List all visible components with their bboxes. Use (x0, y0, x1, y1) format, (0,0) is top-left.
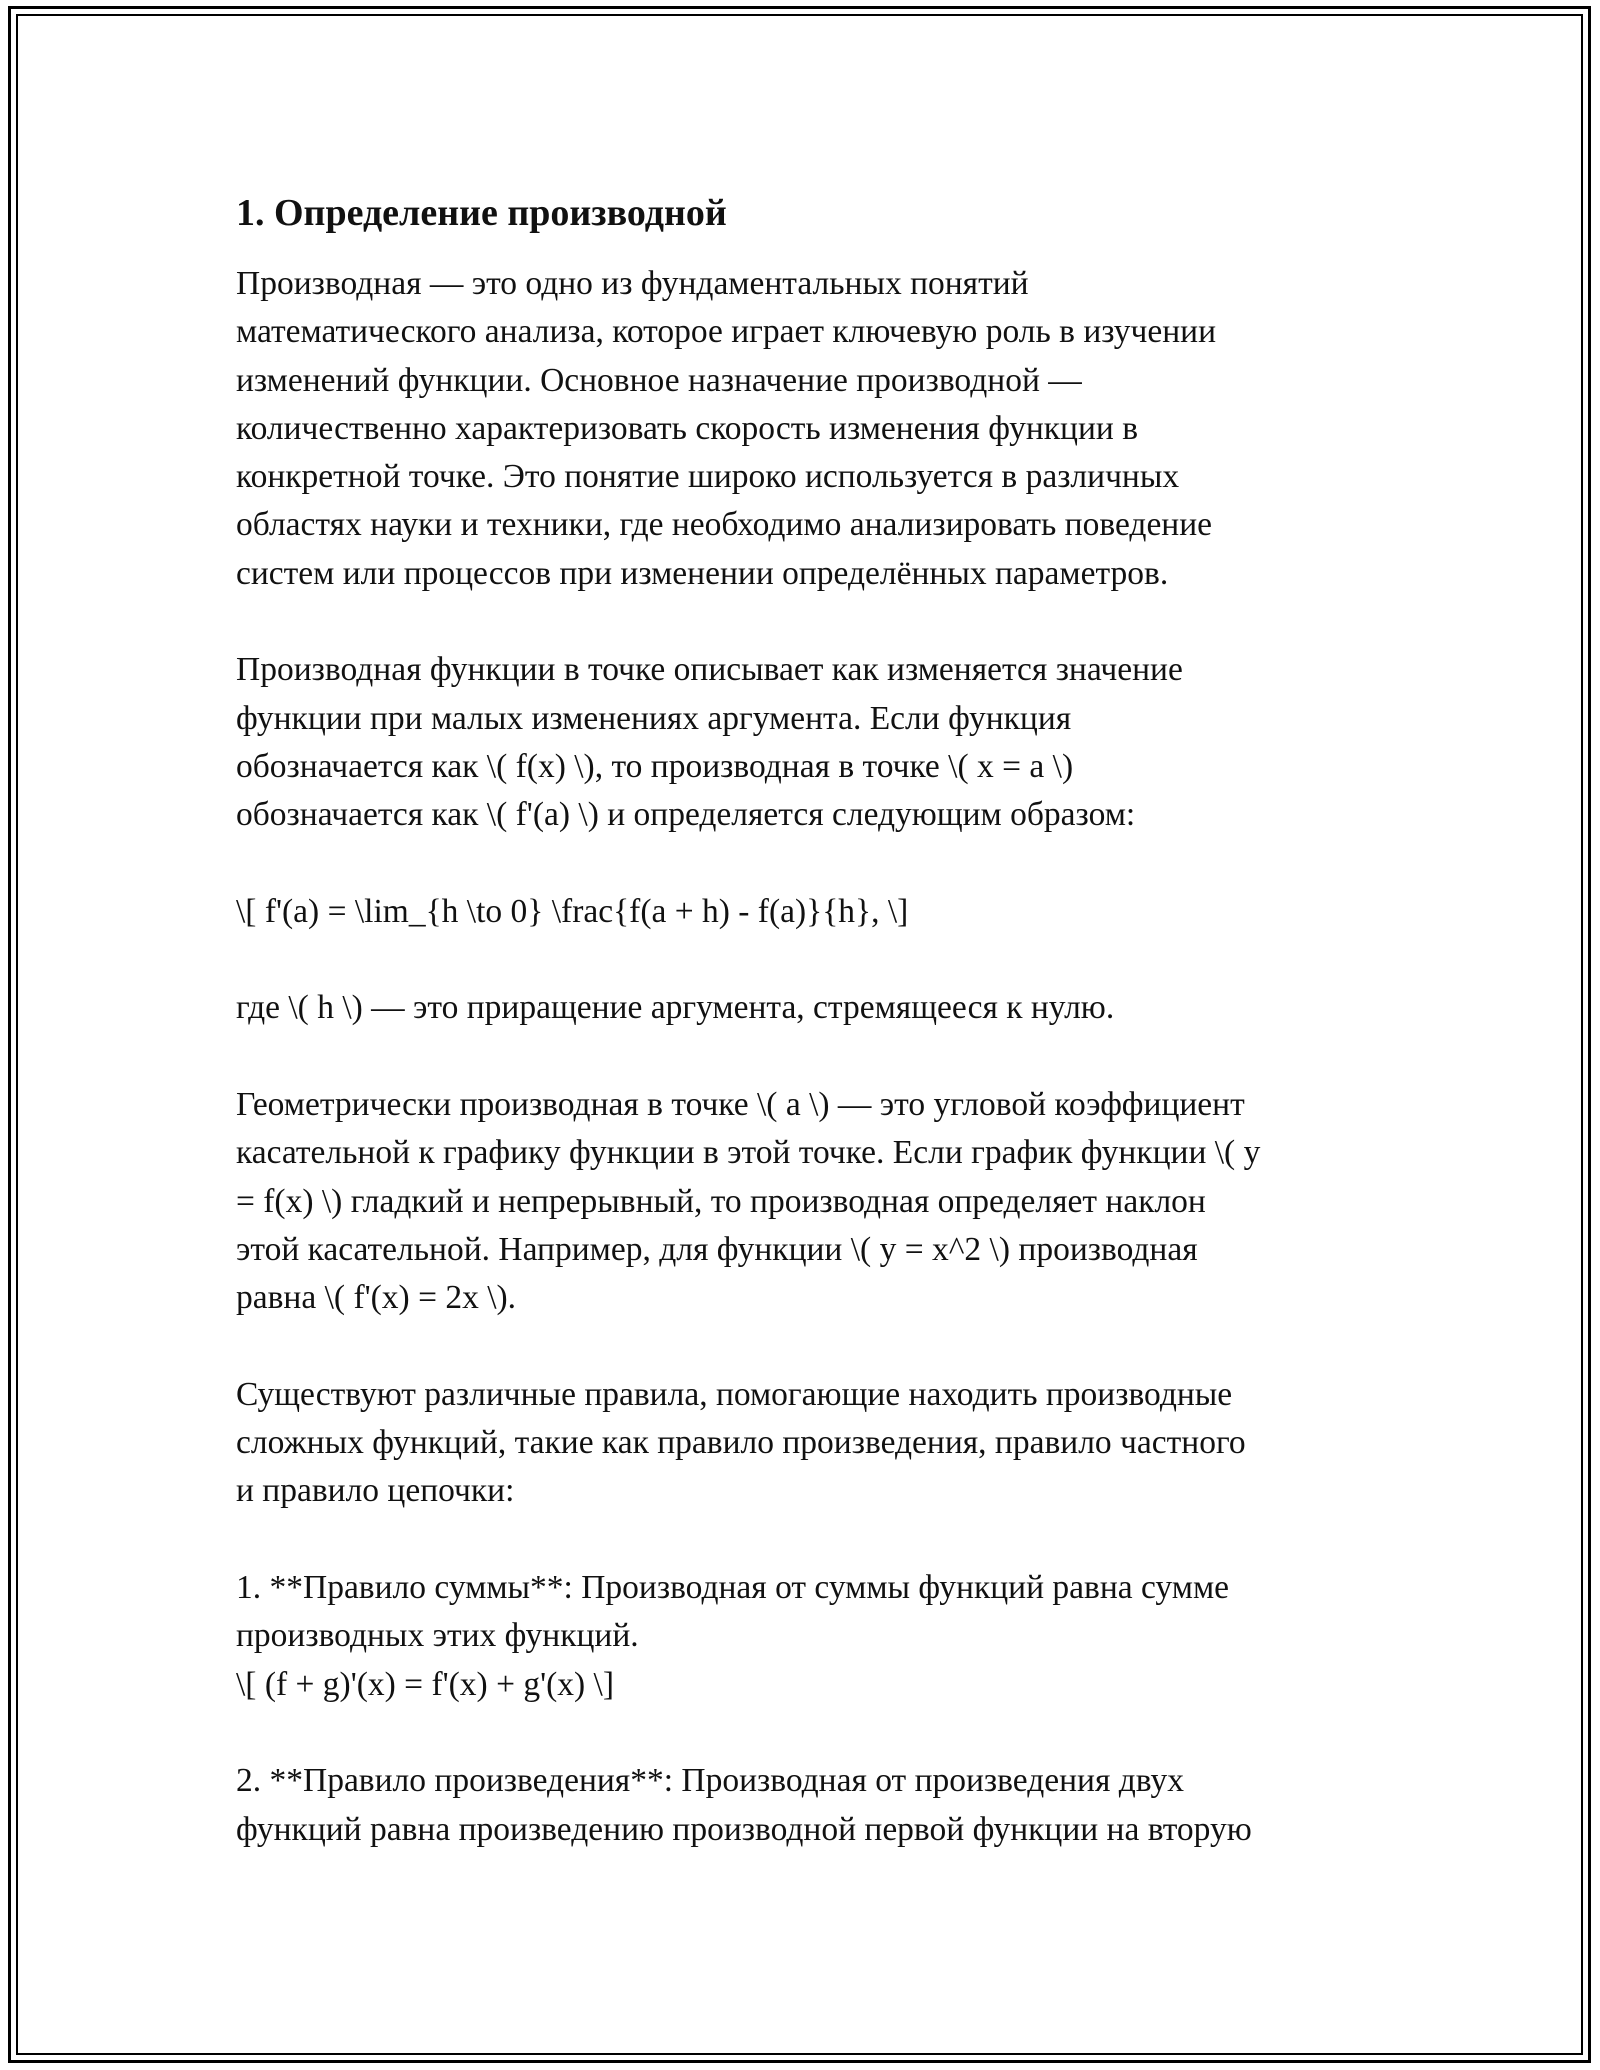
formula-limit: \[ f'(a) = \lim_{h \to 0} \frac{f(a + h) - f(a)}{h}, \] (236, 892, 909, 930)
paragraph-geometric: Геометрически производная в точке \( a \) — это угловой коэффициент касательной к графику функции в этой точке. Если график функции \( y = f(x) \) гладкий и непрерывный, то производная определяет наклон этой касательной. Например, для функции \( y = x^2 \) производная равна \( f'(x) = 2x \). (236, 1086, 1261, 1317)
paragraph-increment: где \( h \) — это приращение аргумента, стремящееся к нулю. (236, 989, 1115, 1027)
list-item-sum-rule: 1. **Правило суммы**: Производная от суммы функций равна сумме производных этих функций. \[ (f + g)'(x) = f'(x) + g'(x) \] (236, 1569, 1230, 1703)
paragraph-rules-intro: Существуют различные правила, помогающие находить производные сложных функций, такие как правило произведения, правило частного и правило цепочки: (236, 1375, 1246, 1510)
section-title: 1. Определение производной (236, 192, 727, 234)
list-item-product-rule: 2. **Правило произведения**: Производная от произведения двух функций равна произведению производной первой функции на вторую (236, 1762, 1252, 1848)
document-body (236, 188, 1366, 1854)
paragraph-intro: Производная — это одно из фундаментальных понятий математического анализа, которое играет ключевую роль в изучении изменений функции. Основное назначение производной — количественно характеризовать скорость изменения функции в конкретной точке. Это понятие широко используется в различных областях науки и техники, где необходимо анализировать поведение систем или процессов при изменении определённых параметров. (236, 265, 1217, 592)
paragraph-definition: Производная функции в точке описывает как изменяется значение функции при малых изменениях аргумента. Если функция обозначается как \( f(x) \), то производная в точке \( x = a \) обозначается как \( f'(a) \) и определяется следующим образом: (236, 651, 1183, 834)
